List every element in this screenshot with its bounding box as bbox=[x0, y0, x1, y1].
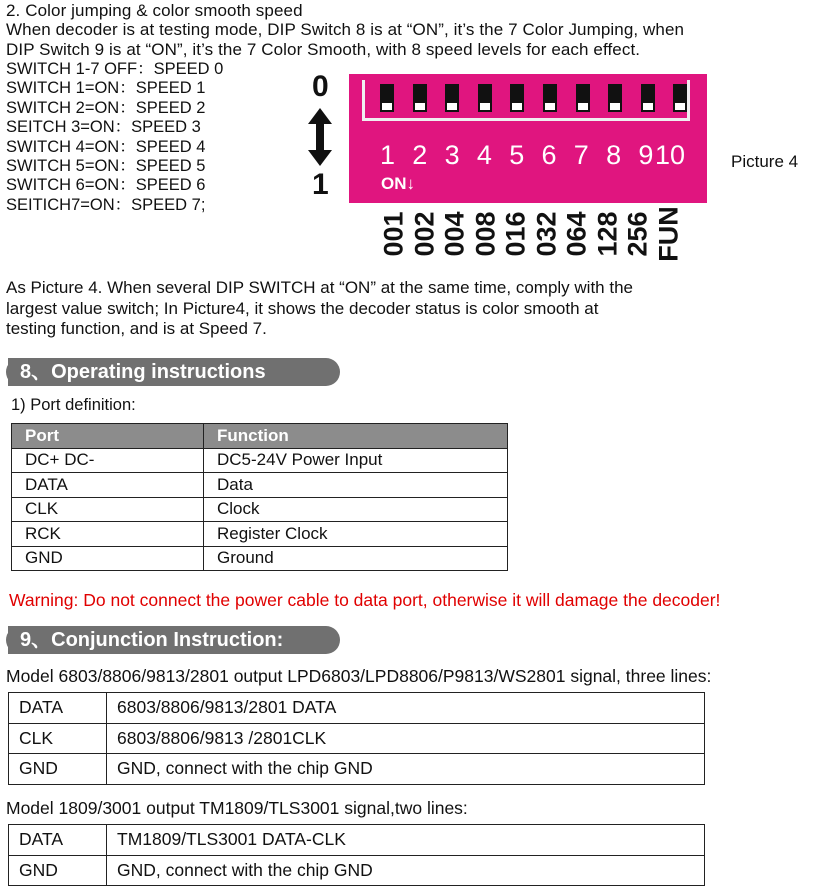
dip-switch-1 bbox=[380, 84, 394, 112]
dip-on-indicator: ON↓ bbox=[381, 174, 415, 193]
intro-paragraph bbox=[6, 20, 826, 59]
function-cell: DC5-24V Power Input bbox=[204, 448, 508, 473]
speed-line: SWITCH 1=ON：SPEED 1 bbox=[6, 79, 206, 98]
line-cell: GND bbox=[9, 754, 107, 785]
dip-switch-knob bbox=[675, 103, 685, 110]
section-title-operating: 8、Operating instructions bbox=[8, 358, 340, 386]
dip-value-label bbox=[593, 205, 623, 263]
table-row bbox=[9, 855, 705, 886]
line-cell: DATA bbox=[9, 693, 107, 724]
dip-value-label bbox=[654, 205, 684, 263]
explanation-line: testing function, and is at Speed 7. bbox=[6, 319, 267, 338]
description-cell: GND, connect with the chip GND bbox=[107, 754, 705, 785]
table-row bbox=[9, 754, 705, 785]
dip-switch-7 bbox=[576, 84, 590, 112]
intro-line: DIP Switch 9 is at “ON”, it’s the 7 Color Smooth, with 8 speed levels for each effect. bbox=[6, 39, 641, 59]
speed-list bbox=[6, 60, 223, 215]
line-cell: CLK bbox=[9, 723, 107, 754]
line-cell: DATA bbox=[9, 825, 107, 856]
speed-line: SWITCH 6=ON：SPEED 6 bbox=[6, 176, 206, 195]
port-cell: CLK bbox=[12, 497, 204, 522]
dip-number: 7 bbox=[573, 140, 589, 170]
section-header: 2. Color jumping & color smooth speed bbox=[6, 1, 303, 20]
dip-value-text: 064 bbox=[561, 211, 592, 257]
table-row bbox=[9, 693, 705, 724]
function-cell: Ground bbox=[204, 546, 508, 571]
dip-value-label bbox=[471, 205, 501, 263]
table-row bbox=[12, 546, 508, 571]
section-title-conjunction: 9、Conjunction Instruction: bbox=[8, 626, 340, 654]
dip-switch-knob bbox=[578, 103, 588, 110]
model-description-1: Model 6803/8806/9813/2801 output LPD6803/LPD8806/P9813/WS2801 signal, three lines: bbox=[6, 666, 712, 686]
line-cell: GND bbox=[9, 855, 107, 886]
port-definition-label: 1) Port definition: bbox=[11, 396, 136, 414]
dip-value-label bbox=[410, 205, 440, 263]
dip-number: 6 bbox=[541, 140, 557, 170]
dip-value-text: 001 bbox=[378, 211, 409, 257]
speed-line: SWITCH 5=ON：SPEED 5 bbox=[6, 157, 206, 176]
dip-switch-6 bbox=[543, 84, 557, 112]
dip-switch-knob bbox=[545, 103, 555, 110]
dip-switch-knob bbox=[643, 103, 653, 110]
speed-line: SWITCH 2=ON：SPEED 2 bbox=[6, 98, 206, 117]
speed-line: SEITICH7=ON：SPEED 7; bbox=[6, 195, 206, 214]
table-row bbox=[12, 522, 508, 547]
description-cell: GND, connect with the chip GND bbox=[107, 855, 705, 886]
speed-line: SEITCH 3=ON：SPEED 3 bbox=[6, 118, 201, 137]
description-cell: 6803/8806/9813 /2801CLK bbox=[107, 723, 705, 754]
port-cell: DC+ DC- bbox=[12, 448, 204, 473]
dip-switch-3 bbox=[445, 84, 459, 112]
dip-value-label bbox=[501, 205, 531, 263]
dip-switch-9 bbox=[641, 84, 655, 112]
dip-value-label bbox=[532, 205, 562, 263]
dip-number: 10 bbox=[655, 140, 686, 170]
dip-switch-knob bbox=[512, 103, 522, 110]
dip-value-text: 128 bbox=[592, 211, 622, 257]
dip-value-label bbox=[623, 205, 653, 263]
dip-number: 3 bbox=[444, 140, 460, 170]
dip-on-label: 1 bbox=[312, 168, 329, 201]
dip-value-text: 002 bbox=[409, 211, 439, 257]
dip-value-label bbox=[379, 205, 409, 263]
function-cell: Data bbox=[204, 473, 508, 498]
model-description-2: Model 1809/3001 output TM1809/TLS3001 signal,two lines: bbox=[6, 798, 468, 818]
description-cell: TM1809/TLS3001 DATA-CLK bbox=[107, 825, 705, 856]
port-cell: DATA bbox=[12, 473, 204, 498]
updown-arrow-icon bbox=[308, 108, 332, 171]
dip-number: 9 bbox=[638, 140, 654, 170]
dip-value-text: 016 bbox=[500, 211, 531, 257]
signal-table-three-lines bbox=[8, 692, 705, 785]
dip-switch-5 bbox=[510, 84, 524, 112]
picture-caption: Picture 4 bbox=[731, 152, 799, 171]
dip-value-text: 004 bbox=[439, 211, 470, 257]
port-table bbox=[11, 423, 508, 571]
dip-number: 8 bbox=[606, 140, 622, 170]
header-port: Port bbox=[12, 424, 204, 449]
dip-value-text: 032 bbox=[531, 211, 561, 257]
explanation-line: largest value switch; In Picture4, it shows the decoder status is color smooth at bbox=[6, 298, 599, 318]
dip-switch-knob bbox=[480, 103, 490, 110]
dip-switch-8 bbox=[608, 84, 622, 112]
table-row bbox=[9, 825, 705, 856]
port-cell: GND bbox=[12, 546, 204, 571]
table-row bbox=[12, 473, 508, 498]
dip-switch-10 bbox=[673, 84, 687, 112]
dip-switch-knob bbox=[447, 103, 457, 110]
description-cell: 6803/8806/9813/2801 DATA bbox=[107, 693, 705, 724]
table-row bbox=[12, 497, 508, 522]
signal-table-two-lines bbox=[8, 824, 705, 886]
dip-value-text: FUN bbox=[653, 206, 683, 262]
table-row bbox=[12, 448, 508, 473]
port-cell: RCK bbox=[12, 522, 204, 547]
intro-line: When decoder is at testing mode, DIP Switch 8 is at “ON”, it’s the 7 Color Jumping, when bbox=[6, 20, 685, 39]
speed-line: SWITCH 4=ON：SPEED 4 bbox=[6, 137, 206, 156]
header-function: Function bbox=[204, 424, 508, 449]
dip-number: 5 bbox=[509, 140, 525, 170]
dip-number: 4 bbox=[476, 140, 492, 170]
dip-switch-knob bbox=[382, 103, 392, 110]
dip-off-label: 0 bbox=[312, 70, 329, 103]
dip-number: 1 bbox=[380, 140, 396, 170]
dip-value-text: 256 bbox=[622, 211, 653, 257]
dip-switch-2 bbox=[413, 84, 427, 112]
table-header-row bbox=[12, 424, 508, 449]
function-cell: Clock bbox=[204, 497, 508, 522]
dip-value-label bbox=[440, 205, 470, 263]
table-row bbox=[9, 723, 705, 754]
dip-value-label bbox=[562, 205, 592, 263]
dip-value-text: 008 bbox=[470, 211, 500, 257]
dip-switch-4 bbox=[478, 84, 492, 112]
speed-line: SWITCH 1-7 OFF：SPEED 0 bbox=[6, 60, 224, 78]
warning-text: Warning: Do not connect the power cable to data port, otherwise it will damage the decoder! bbox=[9, 590, 721, 610]
dip-switch-knob bbox=[610, 103, 620, 110]
explanation-line: As Picture 4. When several DIP SWITCH at “ON” at the same time, comply with the bbox=[6, 278, 633, 297]
explanation-paragraph bbox=[6, 278, 633, 340]
dip-number: 2 bbox=[412, 140, 428, 170]
function-cell: Register Clock bbox=[204, 522, 508, 547]
dip-switch-knob bbox=[415, 103, 425, 110]
